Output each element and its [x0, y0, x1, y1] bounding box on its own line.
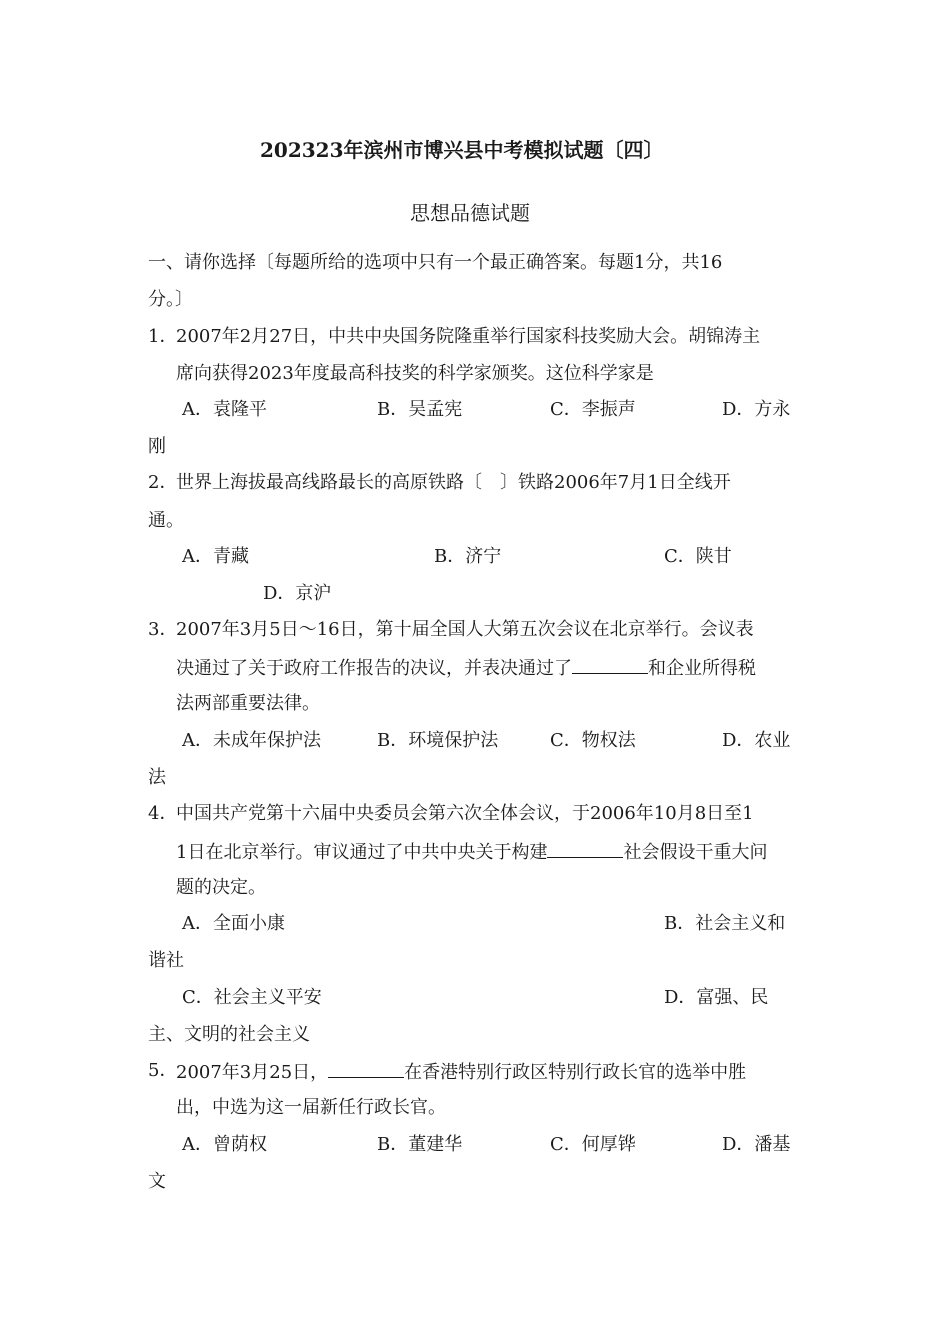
question-1-text-cont: 席向获得2023年度最高科技奖的科学家颁奖。这位科学家是: [176, 363, 654, 384]
section-heading-cont: 分。〕: [148, 289, 193, 310]
question-3-text-post: 和企业所得税: [648, 658, 756, 679]
section-heading: 一、请你选择〔每题所给的选项中只有一个最正确答案。每题1分，共16: [148, 252, 723, 273]
question-4-option-b: B．社会主义和: [664, 913, 786, 934]
question-4-option-d-wrap: 主、文明的社会主义: [148, 1024, 310, 1045]
question-5-option-d-wrap: 文: [148, 1171, 166, 1192]
question-3-text-end: 法两部重要法律。: [176, 693, 320, 714]
answer-blank: [547, 840, 623, 858]
question-5-option-b: B．董建华: [377, 1134, 463, 1155]
question-3-text-pre: 决通过了关于政府工作报告的决议，并表决通过了: [176, 658, 572, 679]
page-title: 202323年滨州市博兴县中考模拟试题〔四〕: [260, 138, 664, 162]
question-5-text-pre: 2007年3月25日，: [176, 1062, 329, 1083]
question-4-number: 4．: [148, 803, 178, 824]
question-3-option-d-wrap: 法: [148, 767, 166, 788]
question-4-option-b-wrap: 谐社: [148, 950, 184, 971]
question-4-text-cont: [176, 840, 767, 864]
question-5-option-a: A．曾荫权: [182, 1134, 267, 1155]
question-1-option-d-wrap: 刚: [148, 436, 166, 457]
question-1-text: 2007年2月27日，中共中央国务院隆重举行国家科技奖励大会。胡锦涛主: [176, 326, 761, 347]
question-2-number: 2．: [148, 472, 178, 493]
question-5-text-post: 在香港特别行政区特别行政长官的选举中胜: [404, 1062, 747, 1083]
question-3-text: 2007年3月5日～16日，第十届全国人大第五次会议在北京举行。会议表: [176, 619, 754, 640]
question-4-text-post: 社会假设干重大问: [623, 842, 768, 863]
question-1-number: 1．: [148, 326, 178, 347]
question-4-text-pre: 1日在北京举行。审议通过了中共中央关于构建: [176, 842, 548, 863]
question-4-option-a: A．全面小康: [182, 913, 285, 934]
question-1-option-a: A．袁隆平: [182, 399, 267, 420]
question-2-text-cont: 通。: [148, 510, 184, 531]
question-2-option-d: D．京沪: [263, 583, 332, 604]
question-5-option-c: C．何厚铧: [550, 1134, 636, 1155]
question-2-option-a: A．青藏: [182, 546, 249, 567]
question-2-option-c: C．陕甘: [664, 546, 732, 567]
question-4-text-end: 题的决定。: [176, 877, 266, 898]
question-5-number: 5．: [148, 1060, 178, 1081]
question-4-text: 中国共产党第十六届中央委员会第六次全体会议，于2006年10月8日至1: [176, 803, 754, 824]
question-3-number: 3．: [148, 619, 178, 640]
question-3-option-d: D．农业: [722, 730, 791, 751]
answer-blank: [572, 656, 648, 674]
question-2-text: 世界上海拔最高线路最长的高原铁路〔 〕铁路2006年7月1日全线开: [176, 472, 731, 493]
question-3-text-cont: [176, 656, 756, 680]
question-3-option-c: C．物权法: [550, 730, 636, 751]
page-subtitle: 思想品德试题: [410, 201, 530, 225]
question-1-option-b: B．吴孟宪: [377, 399, 463, 420]
question-4-option-d: D．富强、民: [664, 987, 769, 1008]
question-5-option-d: D．潘基: [722, 1134, 791, 1155]
question-1-option-d: D．方永: [722, 399, 791, 420]
question-5-text-cont: 出，中选为这一届新任行政长官。: [176, 1097, 446, 1118]
question-5-text: [176, 1060, 746, 1084]
question-3-option-b: B．环境保护法: [377, 730, 499, 751]
question-3-option-a: A．未成年保护法: [182, 730, 321, 751]
question-2-option-b: B．济宁: [434, 546, 502, 567]
question-1-option-c: C．李振声: [550, 399, 636, 420]
answer-blank: [328, 1060, 404, 1078]
question-4-option-c: C．社会主义平安: [182, 987, 322, 1008]
